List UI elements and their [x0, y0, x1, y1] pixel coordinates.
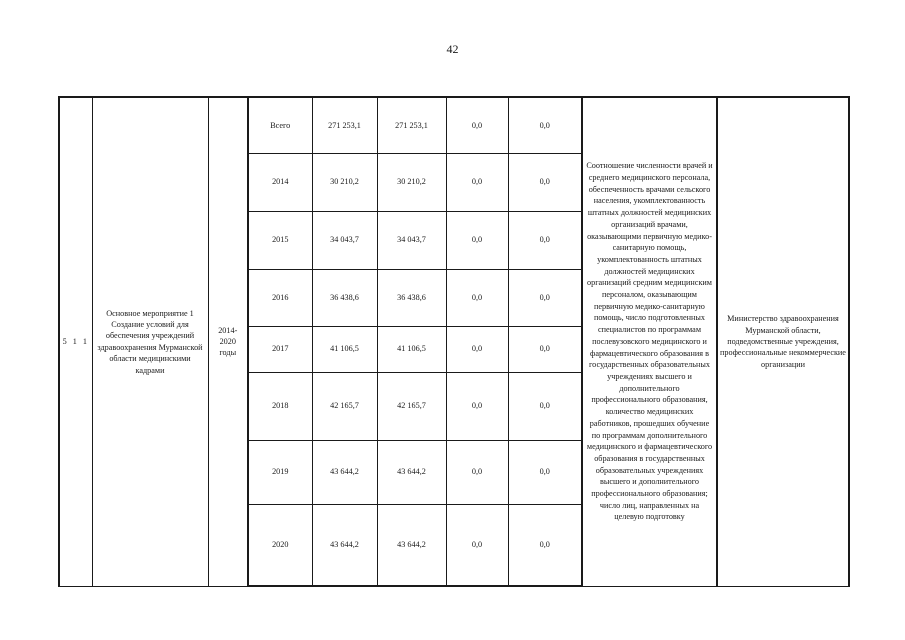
other-cell: 0,0	[508, 440, 582, 504]
federal-cell: 0,0	[446, 153, 508, 211]
activity-number: 5 1 1	[59, 97, 92, 586]
federal-cell: 0,0	[446, 504, 508, 586]
year-cell: 2018	[248, 372, 312, 440]
total-cell: 43 644,2	[312, 440, 377, 504]
budget-table	[58, 96, 850, 587]
total-cell: 42 165,7	[312, 372, 377, 440]
federal-cell: 0,0	[446, 269, 508, 326]
regional-cell: 30 210,2	[377, 153, 446, 211]
federal-cell: 0,0	[446, 372, 508, 440]
activity-period: 2014-2020 годы	[208, 97, 248, 586]
year-cell: 2014	[248, 153, 312, 211]
year-cell: 2019	[248, 440, 312, 504]
federal-cell: 0,0	[446, 440, 508, 504]
federal-cell: 0,0	[446, 211, 508, 269]
other-cell: 0,0	[508, 269, 582, 326]
year-cell: Всего	[248, 97, 312, 153]
federal-cell: 0,0	[446, 326, 508, 372]
regional-cell: 34 043,7	[377, 211, 446, 269]
total-cell: 41 106,5	[312, 326, 377, 372]
year-cell: 2017	[248, 326, 312, 372]
other-cell: 0,0	[508, 504, 582, 586]
year-cell: 2020	[248, 504, 312, 586]
regional-cell: 271 253,1	[377, 97, 446, 153]
regional-cell: 42 165,7	[377, 372, 446, 440]
activity-executors: Министерство здравоохранения Мурманской области, подведомственные учреждения, профессиональные некоммерческие организации	[717, 97, 849, 586]
target-indicators: Соотношение численности врачей и среднего медицинского персонала, обеспеченность врачами сельского населения, укомплектованность штатных должностей медицинских организаций врачами, оказывающими первичную медико-санитарную помощь, укомплектованность штатных должностей медицинских организаций средним медицинским персоналом, оказывающим первичную медико-санитарную помощь, число подготовленных специалистов по программам послевузовского медицинского и фармацевтического образования в государственных образовательных учреждениях высшего и дополнительного профессионального образования, количество медицинских работников, прошедших обучение по программам дополнительного медицинского и фармацевтического образования в государственных образовательных учреждениях высшего и дополнительного профессионального образования; число лиц, направленных на целевую подготовку	[582, 97, 717, 586]
other-cell: 0,0	[508, 97, 582, 153]
year-cell: 2016	[248, 269, 312, 326]
total-cell: 271 253,1	[312, 97, 377, 153]
other-cell: 0,0	[508, 153, 582, 211]
total-cell: 30 210,2	[312, 153, 377, 211]
activity-name: Основное мероприятие 1 Создание условий для обеспечения учреждений здравоохранения Мурманской области медицинскими кадрами	[92, 97, 208, 586]
page-number: 42	[446, 42, 459, 56]
total-cell: 43 644,2	[312, 504, 377, 586]
federal-cell: 0,0	[446, 97, 508, 153]
regional-cell: 36 438,6	[377, 269, 446, 326]
total-cell: 34 043,7	[312, 211, 377, 269]
other-cell: 0,0	[508, 211, 582, 269]
other-cell: 0,0	[508, 372, 582, 440]
total-cell: 36 438,6	[312, 269, 377, 326]
year-cell: 2015	[248, 211, 312, 269]
other-cell: 0,0	[508, 326, 582, 372]
regional-cell: 41 106,5	[377, 326, 446, 372]
regional-cell: 43 644,2	[377, 504, 446, 586]
regional-cell: 43 644,2	[377, 440, 446, 504]
table-row	[59, 97, 849, 153]
